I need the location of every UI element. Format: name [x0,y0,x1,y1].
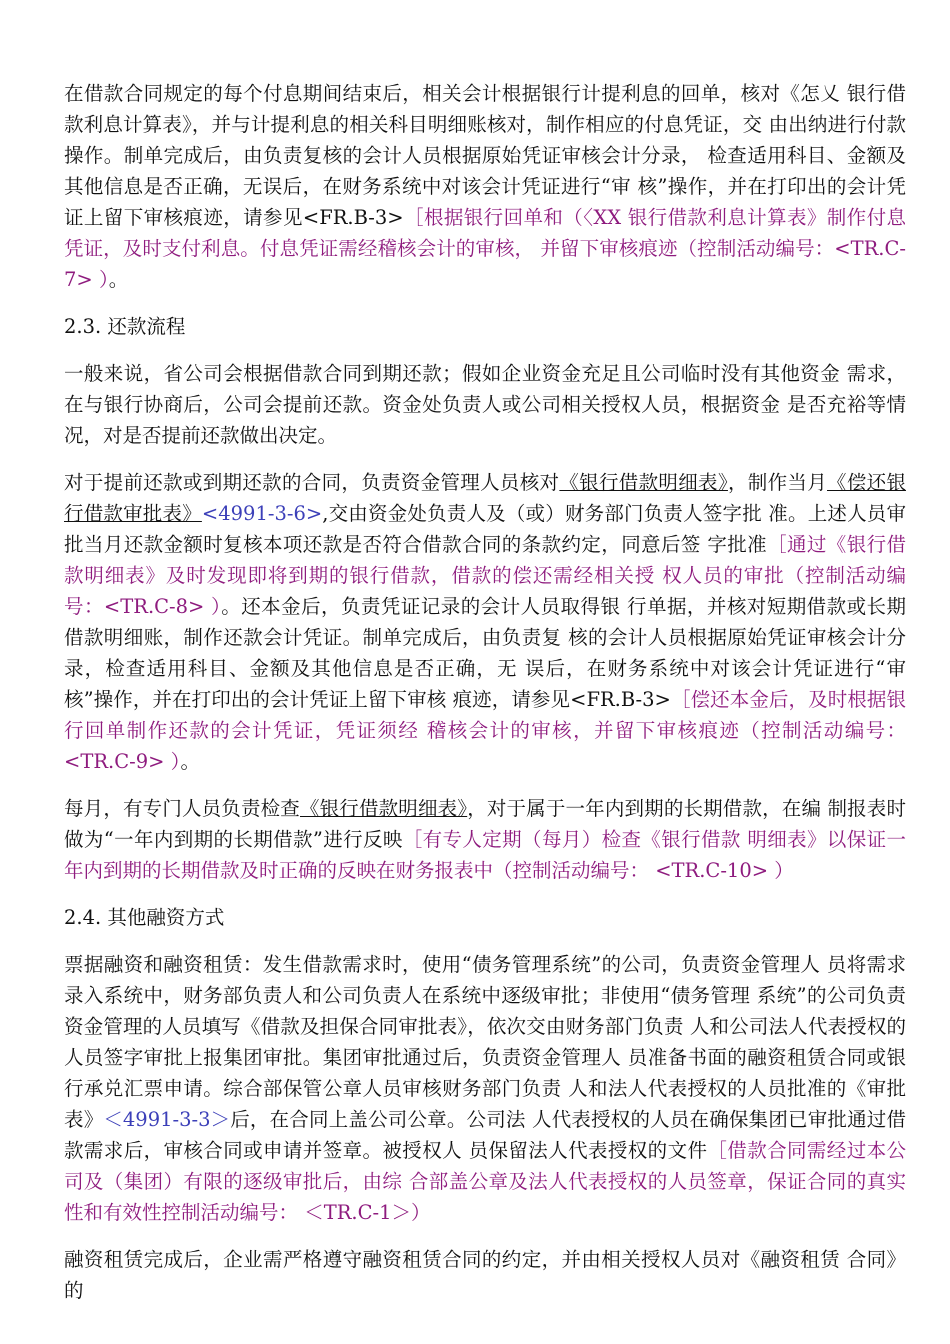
control-activity-note: ［通过《银行借款明细表》及时发现即将到期的银行借款，借款的偿还需经相关授 权人员的审批（控制活动编号：<TR.C-8> ） [64,533,906,618]
paragraph-text: 。 [108,268,129,291]
paragraph-text: ，对于属于一年内到期的长期借款，在编 制报表时做为“一年内到期的长期借款”进行反映 [64,797,906,851]
document-title-reference: 《银行借款明细表》 [299,797,468,820]
paragraph-text: 每月，有专门人员负责检查 [64,797,300,820]
paragraph-repayment-overview: 一般来说，省公司会根据借款合同到期还款；假如企业资金充足且公司临时没有其他资金 需求，在与银行协商后，公司会提前还款。资金处负责人或公司相关授权人员，根据资金 是否充裕等情况，对是否提前还款做出决定。 [64,362,906,447]
document-title-reference: 《银行借款明细表》 [559,471,728,494]
form-code-reference: <4991-3-6> [201,502,323,525]
control-activity-note: ［偿还本金后，及时根据银行回单制作还款的会计凭证，凭证须经 稽核会计的审核，并留下审核痕迹（控制活动编号：<TR.C-9> ） [64,688,906,773]
paragraph-text: 在借款合同规定的每个付息期间结束后，相关会计根据银行计提利息的回单，核对《怎乂 银行借款利息计算表》，并与计提利息的相关科目明细账核对，制作相应的付息凭证，交 由出纳进行付款操作。制单完成后，由负责复核的会计人员根据原始凭证审核会计分录， 检查适用科目、金额及其他信息是否正确，无误后，在财务系统中对该会计凭证进行“审 核”操作，并在打印出的会计凭证上留下审核痕迹，请参见<FR.B-3> [64,82,906,229]
control-activity-note: ［有专人定期（每月）检查《银行借款 明细表》以保证一年内到期的长期借款及时正确的反映在财务报表中（控制活动编号： <TR.C-10> ） [64,828,906,882]
section-heading-repayment: 2.3. 还款流程 [64,315,186,338]
control-activity-note: ［根据银行回单和（〈XX 银行借款利息计算表》制作付息凭证，及时支付利息。付息凭证需经稽核会计的审核， 并留下审核痕迹（控制活动编号：<TR.C-7> ） [64,206,906,291]
paragraph-interest-payment [64,78,906,295]
paragraph-text: ，制作当月 [727,471,828,494]
form-code-reference: ＜4991-3-3＞ [103,1108,231,1131]
paragraph-monthly-check [64,793,906,886]
paragraph-lease-completion: 融资租赁完成后，企业需严格遵守融资租赁合同的约定，并由相关授权人员对《融资租赁 合同》的 [64,1248,906,1302]
paragraph-repayment-approval [64,467,906,777]
paragraph-financing-approval [64,949,906,1228]
paragraph-text: 。还本金后，负责凭证记录的会计人员取得银 行单据，并核对短期借款或长期借款明细账，制作还款会计凭证。制单完成后，由负责复 核的会计人员根据原始凭证审核会计分录，检查适用科目、金额及其他信息是否正确，无 误后，在财务系统中对该会计凭证进行“审核”操作，并在打印出的会计凭证上留下审核 痕迹，请参见<FR.B-3> [64,595,906,711]
section-heading-other-financing: 2.4. 其他融资方式 [64,906,225,929]
paragraph-text: ,交由资金处负责人及（或）财务部门负责人签字批 准。上述人员审批当月还款金额时复核本项还款是否符合借款合同的条款约定，同意后签 字批准 [64,502,906,556]
paragraph-text: 后，在合同上盖公司公章。公司法 人代表授权的人员在确保集团已审批通过借款需求后，审核合同或申请并签章。被授权人 员保留法人代表授权的文件 [64,1108,906,1162]
document-page [64,78,906,1322]
paragraph-text: 票据融资和融资租赁：发生借款需求时，使用“债务管理系统”的公司，负责资金管理人 员将需求录入系统中，财务部负责人和公司负责人在系统中逐级审批；非使用“债务管理 系统”的公司负责资金管理的人员填写《借款及担保合同审批表》，依次交由财务部门负责 人和公司法人代表授权的人员签字审批上报集团审批。集团审批通过后，负责资金管理人 员准备书面的融资租赁合同或银行承兑汇票申请。综合部保管公章人员审核财务部门负责 人和法人代表授权的人员批准的《审批表》 [64,953,906,1131]
control-activity-note: ［借款合同需经过本公司及（集团）有限的逐级审批后，由综 合部盖公章及法人代表授权的人员签章，保证合同的真实性和有效性控制活动编号： ＜TR.C-1＞） [64,1139,906,1224]
paragraph-text: 对于提前还款或到期还款的合同，负责资金管理人员核对 [64,471,560,494]
paragraph-text: 。 [180,750,200,773]
document-title-reference: 《偿还银行借款审批表》 [64,471,906,525]
